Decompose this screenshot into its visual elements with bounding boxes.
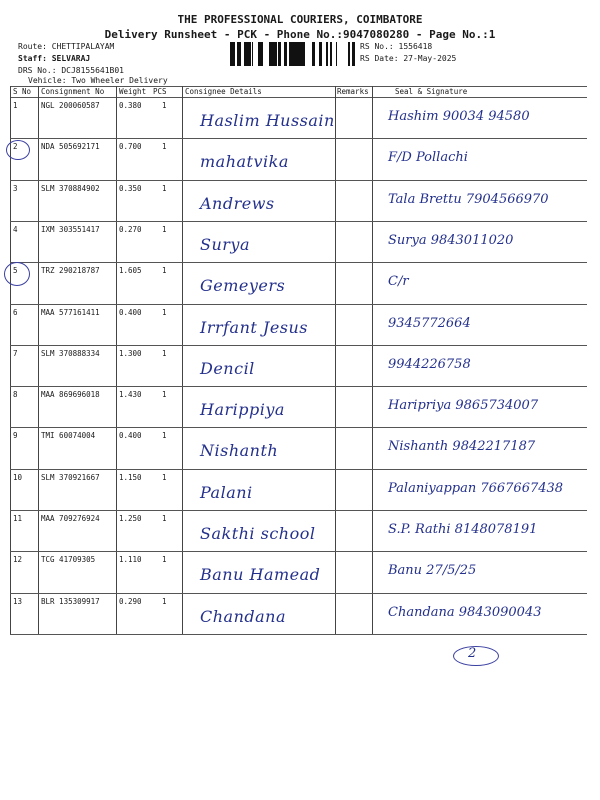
- cell-pcs: 1: [162, 101, 167, 110]
- cell-pcs: 1: [162, 431, 167, 441]
- cell-pcs: 1: [162, 183, 167, 193]
- cell-sno: 4: [13, 224, 18, 234]
- col-consignment: Consignment No: [41, 87, 105, 96]
- cell-sno: 13: [13, 596, 23, 606]
- barcode-bar: [271, 42, 274, 66]
- circle-mark-row-5: [4, 262, 30, 286]
- consignee-handwriting: Surya: [200, 234, 250, 254]
- vehicle-label: Vehicle: Two Wheeler Delivery: [28, 76, 168, 85]
- barcode-bar: [294, 42, 297, 66]
- table-row: [10, 180, 587, 221]
- route-label: Route: CHETTIPALAYAM: [18, 42, 115, 51]
- cell-sno: 12: [13, 555, 23, 565]
- cell-sno: 10: [13, 472, 23, 482]
- signature-handwriting: 9944226758: [388, 356, 471, 372]
- barcode-bar: [301, 42, 303, 66]
- cell-pcs: 1: [162, 390, 167, 400]
- table-row: [10, 469, 587, 510]
- table-row: [10, 386, 587, 427]
- table-row: [10, 97, 587, 138]
- barcode-bar: [278, 42, 281, 66]
- barcode-bar: [284, 42, 287, 66]
- cell-weight: 0.270: [119, 224, 142, 234]
- cell-sno: 2: [13, 142, 18, 152]
- cell-consignment: TCG 41709305: [41, 555, 96, 565]
- barcode-bar: [237, 42, 240, 66]
- barcode-bar: [261, 42, 263, 66]
- cell-weight: 1.605: [119, 266, 142, 276]
- cell-consignment: SLM 370888334: [41, 348, 100, 358]
- consignee-handwriting: Dencil: [200, 358, 255, 378]
- barcode-bar: [246, 42, 249, 66]
- cell-weight: 0.400: [119, 307, 142, 317]
- runsheet-table: [10, 86, 587, 634]
- consignee-handwriting: Irrfant Jesus: [200, 317, 309, 337]
- cell-consignment: IXM 303551417: [41, 224, 100, 234]
- signature-handwriting: Palaniyappan 7667667438: [388, 480, 564, 496]
- consignee-handwriting: Harippiya: [200, 400, 285, 420]
- consignee-handwriting: Banu Hamead: [200, 565, 321, 585]
- company-title: THE PROFESSIONAL COURIERS, COIMBATORE: [177, 13, 423, 26]
- cell-pcs: 1: [162, 224, 167, 234]
- cell-weight: 1.110: [119, 555, 142, 565]
- runsheet-subtitle: Delivery Runsheet - PCK - Phone No.:9047080280 - Page No.:1: [104, 28, 496, 41]
- cell-weight: 1.430: [119, 390, 142, 400]
- barcode-bar: [230, 42, 232, 66]
- col-remarks: Remarks: [337, 87, 369, 96]
- col-sno: S No: [13, 87, 32, 96]
- signature-handwriting: Tala Brettu 7904566970: [388, 191, 549, 207]
- cell-consignment: SLM 370921667: [41, 472, 100, 482]
- cell-sno: 9: [13, 431, 18, 441]
- barcode-bar: [303, 42, 305, 66]
- barcode-icon: [230, 42, 355, 66]
- drs-number: DRS No.: DCJ8155641B01: [18, 66, 124, 75]
- barcode-bar: [348, 42, 350, 66]
- cell-pcs: 1: [162, 472, 167, 482]
- table-row: [10, 551, 587, 592]
- barcode-bar: [234, 42, 235, 66]
- table-row: [10, 262, 587, 303]
- barcode-bar: [258, 42, 260, 66]
- barcode-bar: [249, 42, 251, 66]
- barcode-bar: [353, 42, 355, 66]
- col-consignee: Consignee Details: [185, 87, 262, 96]
- circle-mark-row-2: [6, 140, 30, 160]
- table-row: [10, 345, 587, 386]
- cell-consignment: SLM 370884902: [41, 183, 100, 193]
- consignee-handwriting: Palani: [200, 482, 253, 502]
- cell-weight: 0.700: [119, 142, 142, 152]
- signature-handwriting: Banu 27/5/25: [388, 563, 477, 579]
- cell-consignment: TMI 60074004: [41, 431, 96, 441]
- cell-sno: 7: [13, 348, 18, 358]
- barcode-bar: [319, 42, 322, 66]
- signature-handwriting: F/D Pollachi: [388, 150, 468, 166]
- col-weight: Weight: [119, 87, 147, 96]
- barcode-bar: [326, 42, 328, 66]
- table-row: [10, 304, 587, 345]
- cell-consignment: MAA 709276924: [41, 514, 100, 523]
- cell-weight: 1.300: [119, 348, 142, 358]
- signature-handwriting: Surya 9843011020: [388, 232, 514, 248]
- cell-sno: 5: [13, 266, 18, 276]
- cell-pcs: 1: [162, 514, 167, 523]
- cell-weight: 1.250: [119, 514, 142, 523]
- signature-handwriting: Haripriya 9865734007: [388, 398, 539, 414]
- cell-pcs: 1: [162, 348, 167, 358]
- barcode-bar: [297, 42, 298, 66]
- consignee-handwriting: Gemeyers: [200, 276, 286, 296]
- rs-number: RS No.: 1556418: [360, 42, 433, 51]
- cell-sno: 11: [13, 514, 23, 523]
- consignee-handwriting: Nishanth: [200, 441, 279, 461]
- table-row: [10, 510, 587, 551]
- cell-pcs: 1: [162, 307, 167, 317]
- cell-pcs: 1: [162, 555, 167, 565]
- cell-weight: 0.380: [119, 101, 142, 110]
- cell-weight: 0.290: [119, 596, 142, 606]
- barcode-bar: [260, 42, 261, 66]
- cell-sno: 1: [13, 101, 18, 110]
- cell-sno: 8: [13, 390, 18, 400]
- cell-pcs: 1: [162, 266, 167, 276]
- barcode-bar: [331, 42, 332, 66]
- signature-handwriting: C/r: [388, 274, 409, 290]
- signature-handwriting: Chandana 9843090043: [388, 604, 542, 620]
- barcode-bar: [336, 42, 337, 66]
- staff-label: Staff: SELVARAJ: [18, 54, 91, 63]
- barcode-bar: [289, 42, 291, 66]
- barcode-bar: [291, 42, 294, 66]
- rs-date: RS Date: 27-May-2025: [360, 54, 457, 63]
- table-row: [10, 593, 587, 634]
- signature-handwriting: Nishanth 9842217187: [388, 439, 536, 455]
- col-signature: Seal & Signature: [395, 87, 468, 96]
- consignee-handwriting: Haslim Hussain: [200, 111, 335, 130]
- consignee-handwriting: Andrews: [200, 193, 275, 213]
- cell-consignment: TRZ 290218787: [41, 266, 100, 276]
- barcode-bar: [274, 42, 277, 66]
- signature-handwriting: Hashim 90034 94580: [388, 109, 530, 124]
- barcode-bar: [330, 42, 331, 66]
- cell-consignment: BLR 135309917: [41, 596, 100, 606]
- cell-weight: 1.150: [119, 472, 142, 482]
- table-row: [10, 427, 587, 468]
- barcode-bar: [244, 42, 246, 66]
- cell-weight: 0.350: [119, 183, 142, 193]
- col-pcs: PCS: [153, 87, 167, 96]
- page-mark: 2: [468, 646, 477, 661]
- signature-handwriting: S.P. Rathi 8148078191: [388, 522, 538, 537]
- barcode-bar: [240, 42, 241, 66]
- signature-handwriting: 9345772664: [388, 315, 471, 331]
- barcode-bar: [232, 42, 234, 66]
- cell-consignment: NDA 505692171: [41, 142, 100, 152]
- cell-pcs: 1: [162, 142, 167, 152]
- barcode-bar: [298, 42, 301, 66]
- cell-consignment: MAA 869696018: [41, 390, 100, 400]
- consignee-handwriting: mahatvika: [200, 152, 289, 172]
- table-row: [10, 221, 587, 262]
- barcode-bar: [352, 42, 353, 66]
- barcode-bar: [312, 42, 315, 66]
- consignee-handwriting: Chandana: [200, 606, 287, 626]
- consignee-handwriting: Sakthi school: [200, 524, 316, 543]
- cell-weight: 0.400: [119, 431, 142, 441]
- table-row: [10, 138, 587, 179]
- cell-sno: 6: [13, 307, 18, 317]
- barcode-bar: [252, 42, 253, 66]
- cell-pcs: 1: [162, 596, 167, 606]
- barcode-bar: [269, 42, 271, 66]
- cell-consignment: MAA 577161411: [41, 307, 100, 317]
- cell-consignment: NGL 200060587: [41, 101, 100, 110]
- cell-sno: 3: [13, 183, 18, 193]
